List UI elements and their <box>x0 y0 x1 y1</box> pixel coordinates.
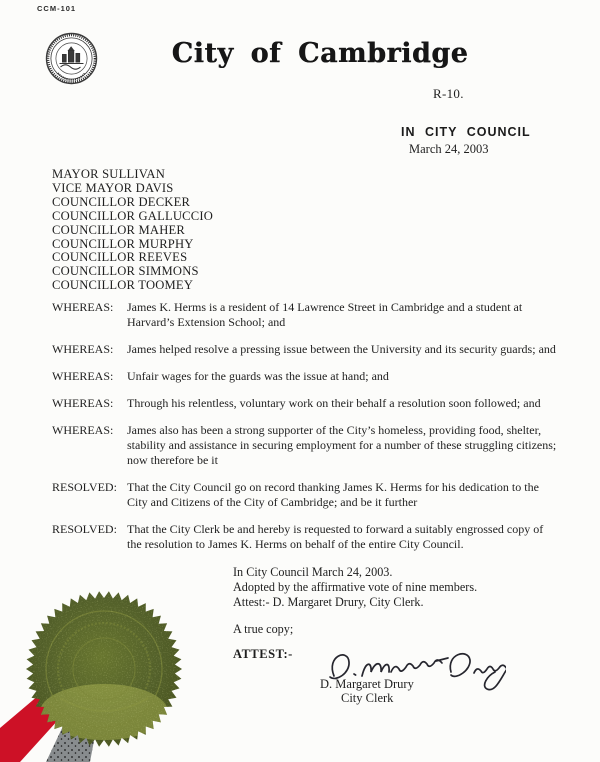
clause-text: James also has been a strong supporter of the City’s homeless, providing food, shelter, stability and assistance in securing employment for a number of these struggling citizens; now therefore be it <box>127 423 557 467</box>
clause-label: WHEREAS: <box>52 342 114 356</box>
gold-foil-seal-icon <box>0 580 200 762</box>
adoption-line: Attest:- D. Margaret Drury, City Clerk. <box>233 595 424 609</box>
clause-label: WHEREAS: <box>52 396 114 410</box>
council-date: March 24, 2003 <box>409 142 489 156</box>
clause-label: RESOLVED: <box>52 480 117 494</box>
council-heading: IN CITY COUNCIL <box>401 125 531 139</box>
council-member-list <box>52 168 213 293</box>
clause-row <box>52 480 564 510</box>
document-title: City of Cambridge <box>171 38 469 69</box>
clause-label: WHEREAS: <box>52 423 114 437</box>
city-seal-icon <box>44 31 99 86</box>
signer-name: D. Margaret Drury <box>320 677 414 691</box>
clause-row <box>52 300 564 330</box>
clause-label: WHEREAS: <box>52 300 114 314</box>
clause-row <box>52 369 564 384</box>
clause-list <box>52 300 564 564</box>
member-line: COUNCILLOR GALLUCCIO <box>52 208 214 223</box>
clause-label: WHEREAS: <box>52 369 114 383</box>
clause-label: RESOLVED: <box>52 522 117 536</box>
member-line: COUNCILLOR SIMMONS <box>52 264 199 279</box>
clause-text: James helped resolve a pressing issue between the University and its security guards; and <box>127 342 556 356</box>
clause-row <box>52 396 564 411</box>
clause-text: Through his relentless, voluntary work on their behalf a resolution soon followed; and <box>127 396 541 410</box>
member-line: COUNCILLOR REEVES <box>52 250 188 265</box>
clause-text: Unfair wages for the guards was the issue at hand; and <box>127 369 389 383</box>
clause-text: James K. Herms is a resident of 14 Lawrence Street in Cambridge and a student at Harvard’s Extension School; and <box>127 300 523 329</box>
clause-row <box>52 522 564 552</box>
member-line: VICE MAYOR DAVIS <box>52 180 174 195</box>
adoption-line: Adopted by the affirmative vote of nine members. <box>233 580 478 594</box>
member-line: COUNCILLOR MURPHY <box>52 236 194 251</box>
signer-title: City Clerk <box>341 691 394 705</box>
adoption-line: In City Council March 24, 2003. <box>233 565 393 579</box>
adoption-block <box>233 565 477 610</box>
clause-row <box>52 423 564 468</box>
attest-label: ATTEST:- <box>233 647 293 661</box>
member-line: COUNCILLOR MAHER <box>52 222 185 237</box>
member-line: COUNCILLOR TOOMEY <box>52 278 194 293</box>
clause-row <box>52 342 564 357</box>
member-line: COUNCILLOR DECKER <box>52 194 191 209</box>
true-copy-line: A true copy; <box>233 622 294 636</box>
clause-text: That the City Clerk be and hereby is requested to forward a suitably engrossed copy of the resolution to James K. Herms on behalf of the entire City Council. <box>127 522 544 551</box>
member-line: MAYOR SULLIVAN <box>52 167 166 181</box>
resolution-number: R-10. <box>433 86 464 101</box>
form-code: CCM-101 <box>37 4 77 13</box>
clause-text: That the City Council go on record thanking James K. Herms for his dedication to the City and Citizens of the City of Cambridge; and be it further <box>127 480 539 509</box>
